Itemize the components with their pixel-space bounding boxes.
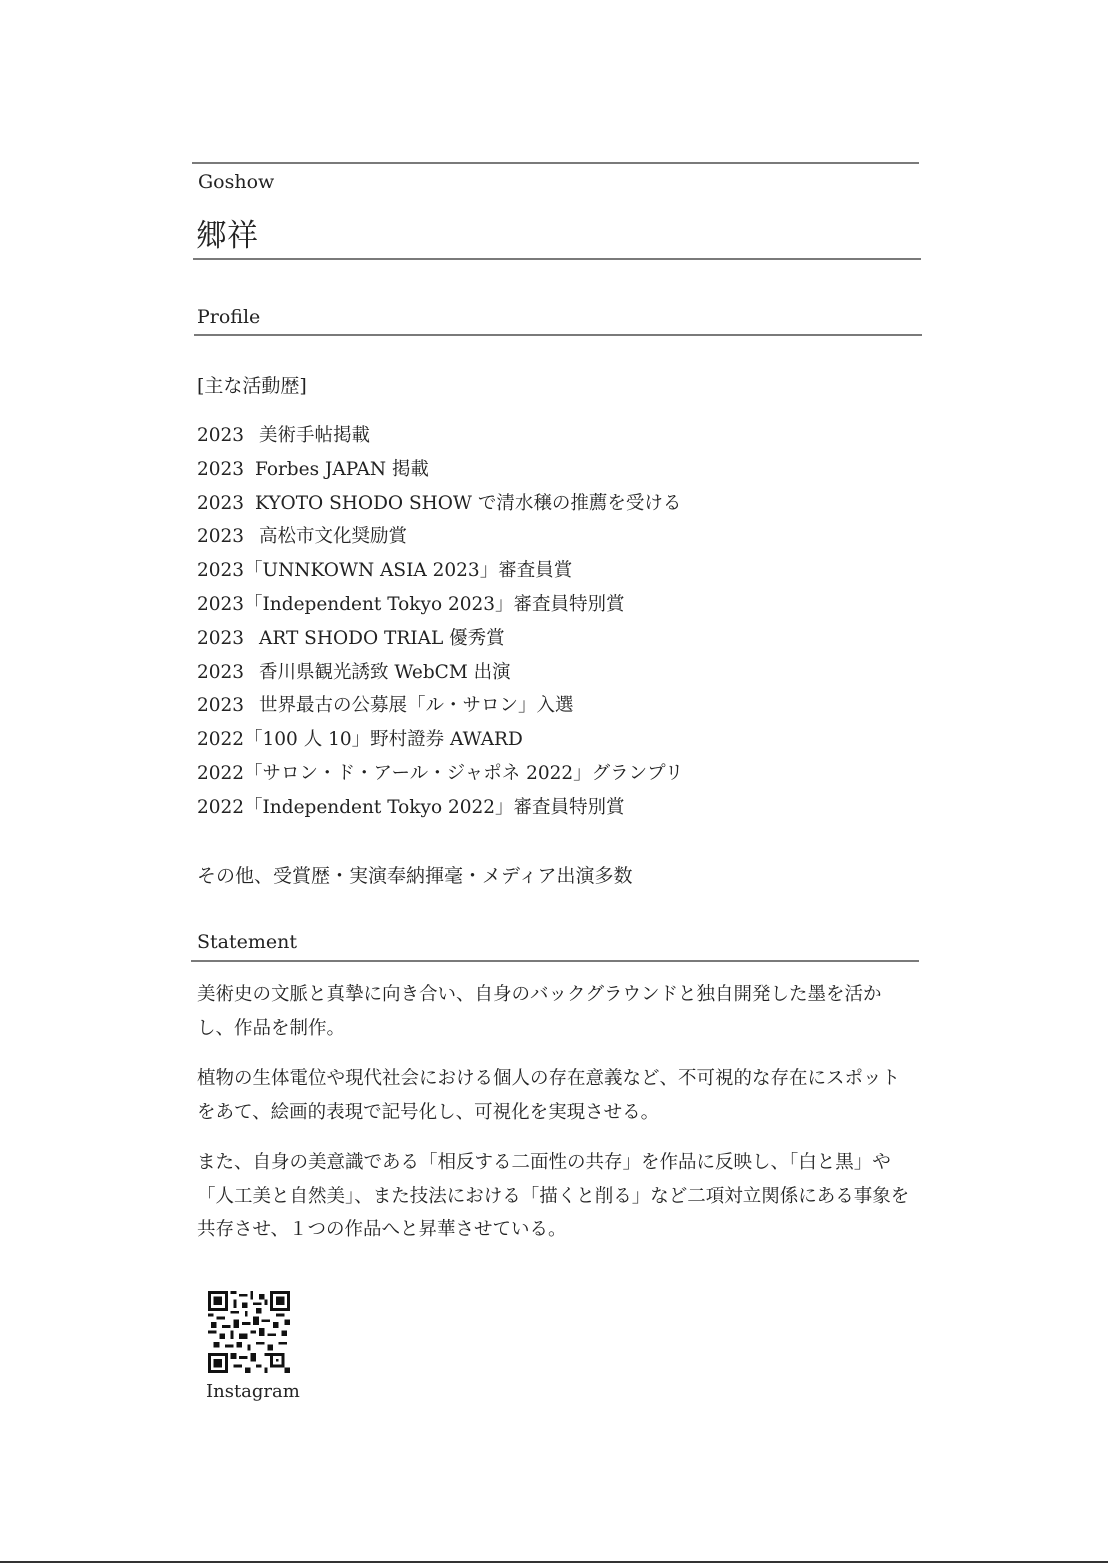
history-item: [197, 692, 683, 726]
history-year: 2023: [197, 526, 245, 548]
history-text: 香川県観光誘致 WebCM 出演: [259, 661, 511, 683]
history-year: 2022: [197, 729, 245, 751]
other-achievements: その他、受賞歴・実演奉納揮毫・メディア出演多数: [197, 865, 633, 887]
profile-heading: Profile: [197, 306, 261, 328]
history-item: [197, 523, 683, 557]
history-year: 2023: [197, 695, 245, 717]
history-item: [197, 659, 683, 693]
history-text: 高松市文化奨励賞: [259, 526, 408, 548]
instagram-label: Instagram: [206, 1381, 300, 1402]
history-text: 世界最古の公募展「ル・サロン」入選: [259, 695, 574, 717]
history-text: 「100 人 10」野村證券 AWARD: [244, 729, 523, 751]
statement-paragraph: 植物の生体電位や現代社会における個人の存在意義など、不可視的な存在にスポットをあて、絵画的表現で記号化し、可視化を実現させる。: [197, 1068, 901, 1123]
statement-paragraph: また、自身の美意識である「相反する二面性の共存」を作品に反映し、「白と黒」や「人工美と自然美」、また技法における「描くと削る」など二項対立関係にある事象を共存させ、１つの作品へと昇華させている。: [197, 1152, 910, 1240]
history-text: 「Independent Tokyo 2022」審査員特別賞: [244, 796, 625, 818]
header-top-rule: [192, 162, 919, 164]
artist-name-english: Goshow: [198, 171, 275, 193]
history-item: [197, 557, 683, 591]
profile-rule: [194, 334, 922, 336]
history-text: 「UNNKOWN ASIA 2023」審査員賞: [244, 560, 573, 582]
history-year: 2023: [197, 425, 245, 446]
history-item: [197, 490, 683, 524]
history-text: ART SHODO TRIAL 優秀賞: [259, 627, 505, 649]
history-text: KYOTO SHODO SHOW で清水穣の推薦を受ける: [255, 492, 682, 514]
history-year: 2023: [197, 458, 245, 480]
history-item: [197, 794, 683, 828]
history-text: 美術手帖掲載: [259, 425, 371, 446]
history-text: Forbes JAPAN 掲載: [255, 458, 429, 480]
history-item: [197, 625, 683, 659]
history-item: [197, 760, 683, 794]
history-year: 2023: [197, 492, 245, 514]
statement-rule: [191, 960, 919, 962]
history-year: 2023: [197, 593, 245, 615]
qr-code-icon[interactable]: [208, 1291, 290, 1373]
statement-heading: Statement: [197, 931, 297, 953]
artist-name-japanese: 郷祥: [196, 218, 258, 254]
history-year: 2022: [197, 762, 245, 784]
history-year: 2022: [197, 796, 245, 818]
history-item: [197, 456, 683, 490]
activity-history-list: [197, 422, 683, 828]
statement-paragraph: 美術史の文脈と真摯に向き合い、自身のバックグラウンドと独自開発した墨を活かし、作品を制作。: [197, 984, 882, 1039]
history-year: 2023: [197, 627, 245, 649]
history-year: 2023: [197, 661, 245, 683]
history-year: 2023: [197, 560, 245, 582]
history-text: 「サロン・ド・アール・ジャポネ 2022」グランプリ: [244, 762, 684, 784]
history-text: 「Independent Tokyo 2023」審査員特別賞: [244, 593, 625, 615]
history-item: [197, 591, 683, 625]
header-bottom-rule: [193, 258, 921, 260]
activity-history-heading: [主な活動歴]: [197, 375, 307, 397]
history-item: [197, 726, 683, 760]
page-bottom-border: [0, 1561, 1108, 1563]
history-item: [197, 422, 683, 456]
